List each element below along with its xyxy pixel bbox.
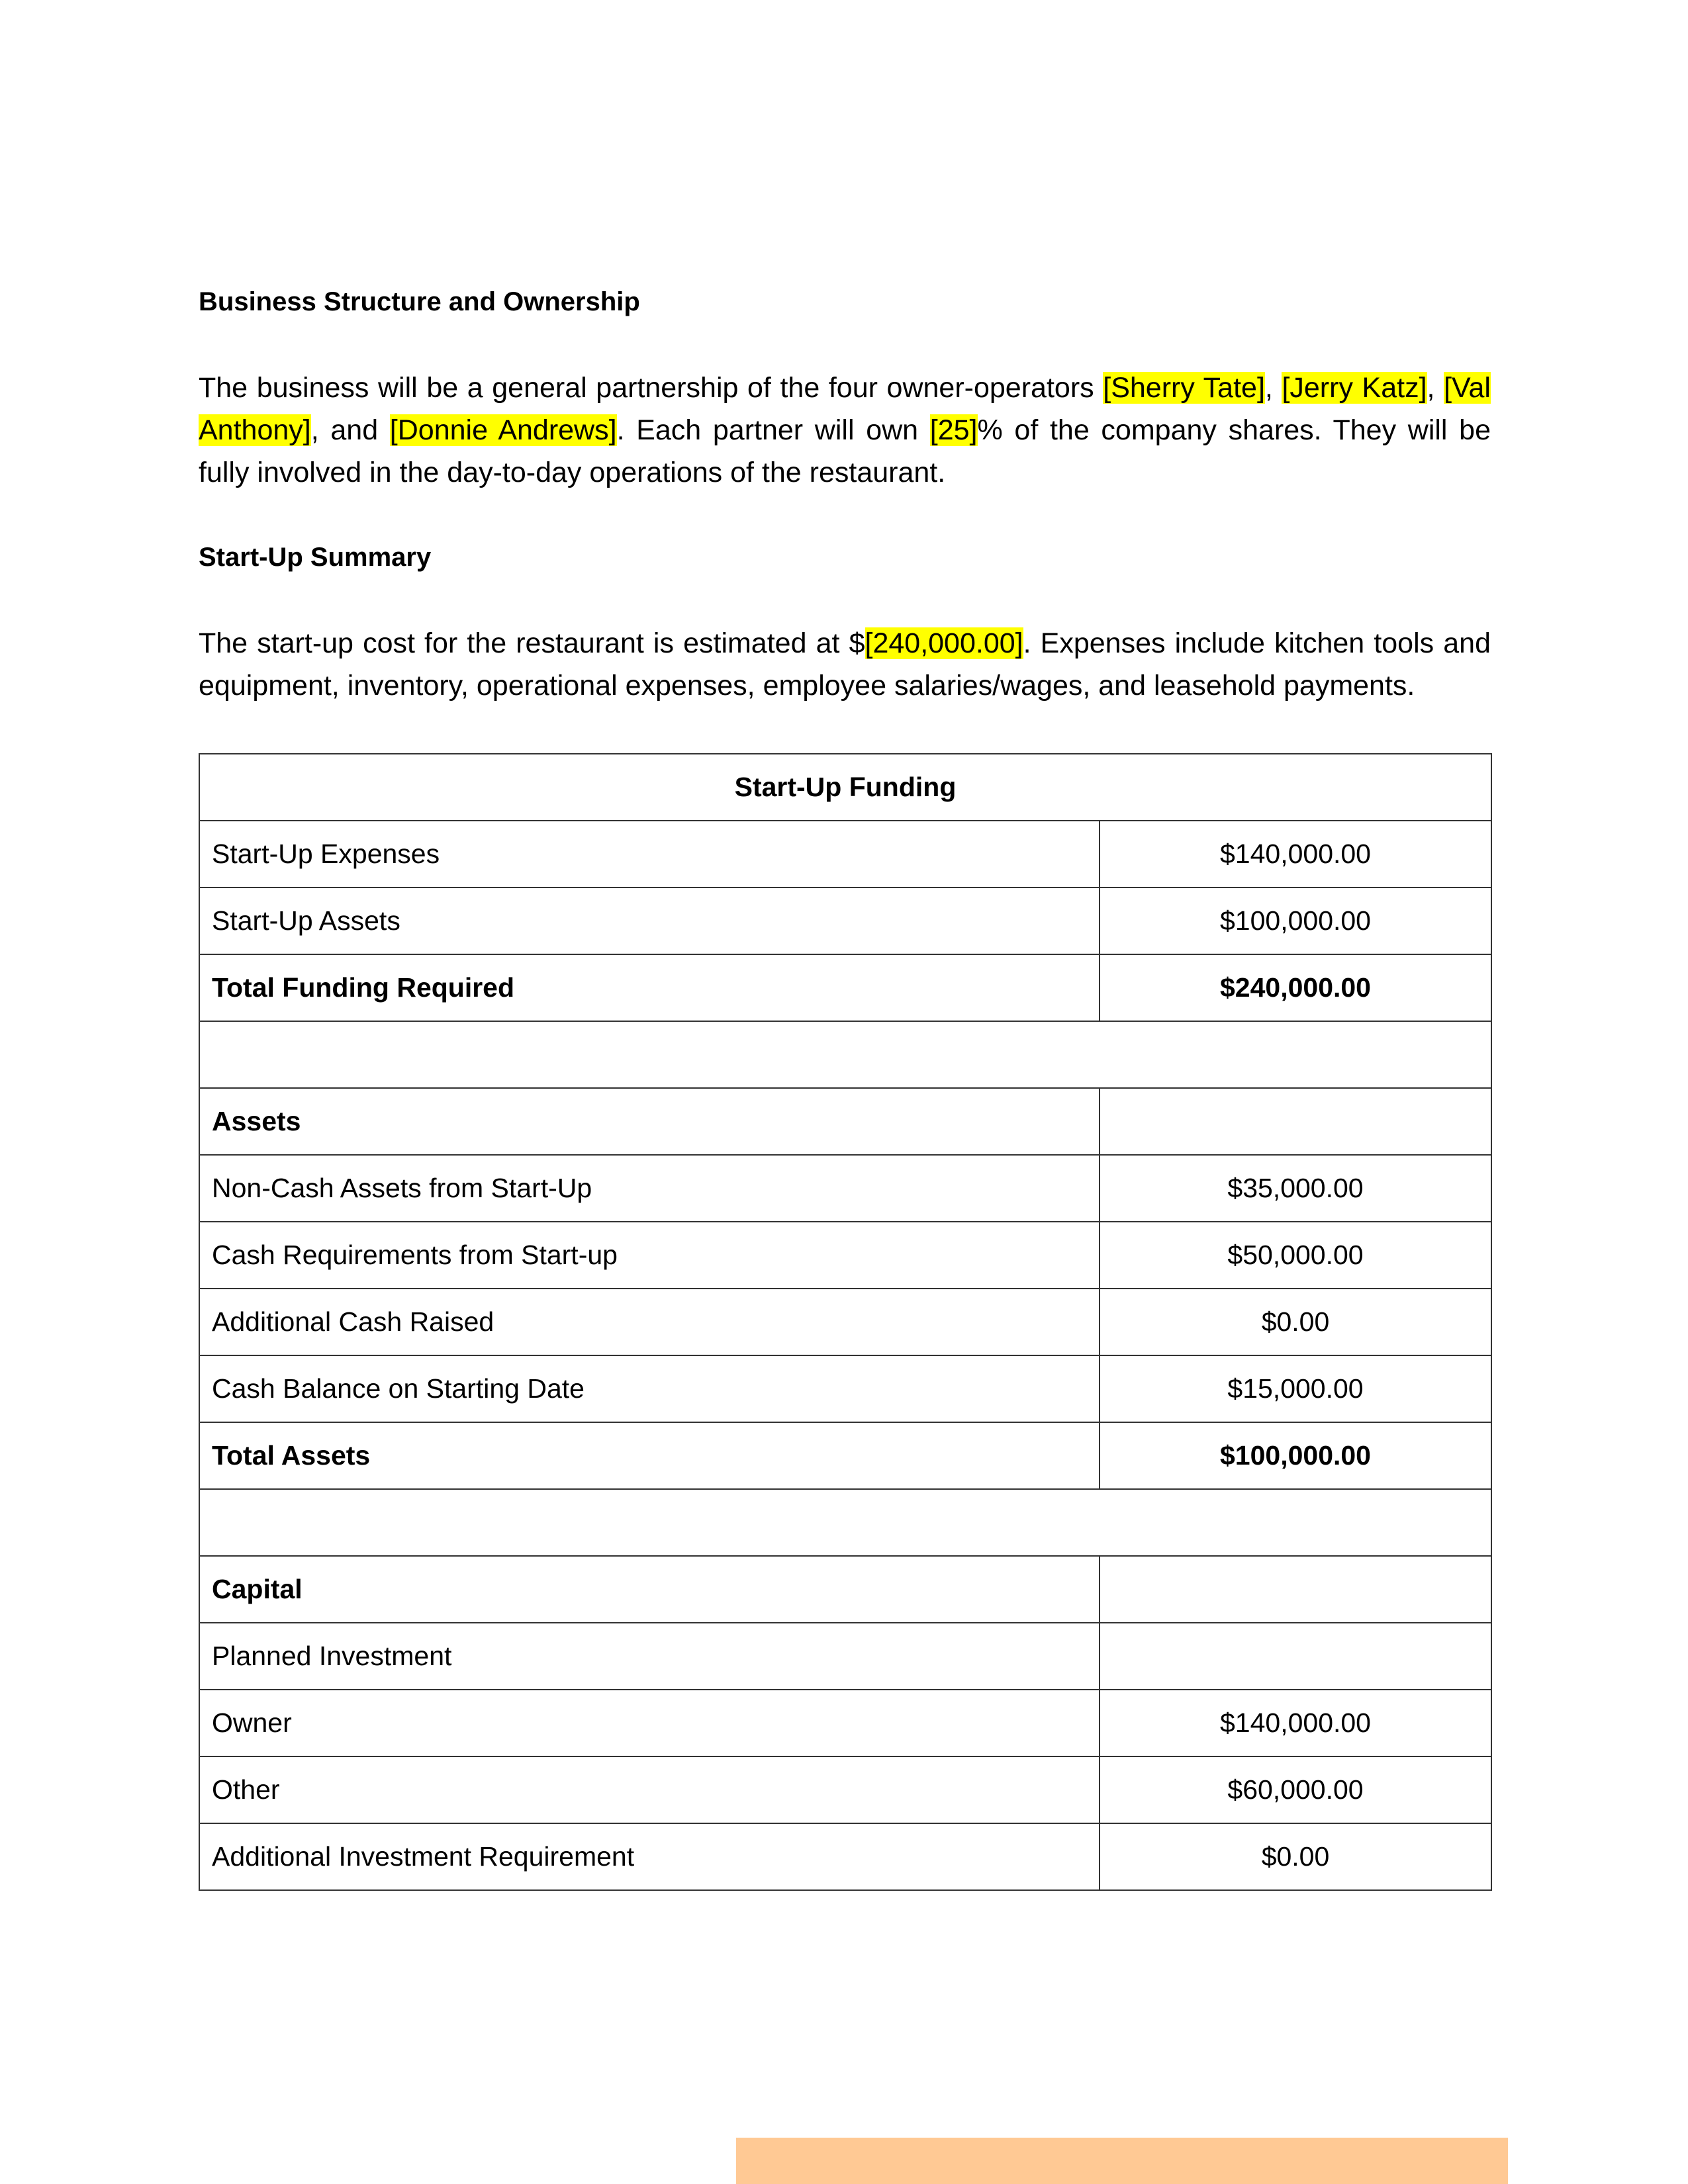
table-row — [199, 1222, 1491, 1289]
table-row — [199, 1823, 1491, 1890]
row-value: $0.00 — [1100, 1289, 1491, 1355]
row-label: Total Assets — [199, 1422, 1100, 1489]
row-value: $100,000.00 — [1100, 1422, 1491, 1489]
row-value: $50,000.00 — [1100, 1222, 1491, 1289]
partner-name-highlight: [Donnie Andrews] — [389, 414, 617, 446]
separator-text: , — [1264, 372, 1282, 404]
table-title: Start-Up Funding — [199, 754, 1491, 821]
row-label: Non-Cash Assets from Start-Up — [199, 1155, 1100, 1222]
row-value: $15,000.00 — [1100, 1355, 1491, 1422]
empty-cell — [1100, 1556, 1491, 1623]
empty-cell — [1100, 1088, 1491, 1155]
spacer-row — [199, 1489, 1491, 1556]
startup-amount-highlight: [240,000.00] — [865, 627, 1023, 659]
total-funding-row — [199, 954, 1491, 1021]
row-value: $60,000.00 — [1100, 1756, 1491, 1823]
ownership-text: The business will be a general partnership of the four owner-operators — [199, 372, 1103, 404]
ownership-text: . Each partner will own — [616, 414, 930, 446]
row-label: Owner — [199, 1690, 1100, 1756]
table-row — [199, 1355, 1491, 1422]
startup-text: . Expenses include kitchen tools and equipment, inventory, operational expenses, employee salaries/wages, and leasehold payments. — [199, 627, 1491, 702]
separator-text: , and — [310, 414, 390, 446]
row-value: $240,000.00 — [1100, 954, 1491, 1021]
section-label: Capital — [199, 1556, 1100, 1623]
empty-cell — [199, 1489, 1491, 1556]
separator-text: , — [1427, 372, 1444, 404]
table-row — [199, 887, 1491, 954]
planned-investment-row — [199, 1623, 1491, 1690]
row-value: $35,000.00 — [1100, 1155, 1491, 1222]
table-row — [199, 821, 1491, 887]
startup-text: The start-up cost for the restaurant is estimated at $ — [199, 627, 865, 659]
startup-cost-paragraph — [199, 622, 1491, 707]
assets-header-row — [199, 1088, 1491, 1155]
empty-cell — [1100, 1623, 1491, 1690]
ownership-paragraph — [199, 367, 1491, 494]
row-value: $100,000.00 — [1100, 887, 1491, 954]
partner-name-highlight: [Sherry Tate] — [1103, 372, 1265, 404]
row-label: Total Funding Required — [199, 954, 1100, 1021]
row-label: Start-Up Assets — [199, 887, 1100, 954]
total-assets-row — [199, 1422, 1491, 1489]
row-label: Start-Up Expenses — [199, 821, 1100, 887]
startup-funding-table — [199, 753, 1492, 1891]
row-label: Additional Investment Requirement — [199, 1823, 1100, 1890]
row-value: $140,000.00 — [1100, 1690, 1491, 1756]
table-title-row — [199, 754, 1491, 821]
row-label: Additional Cash Raised — [199, 1289, 1100, 1355]
table-row — [199, 1155, 1491, 1222]
row-label: Cash Requirements from Start-up — [199, 1222, 1100, 1289]
capital-header-row — [199, 1556, 1491, 1623]
table-row — [199, 1289, 1491, 1355]
row-label: Other — [199, 1756, 1100, 1823]
spacer-row — [199, 1021, 1491, 1088]
section-heading-business-structure: Business Structure and Ownership — [199, 287, 640, 316]
row-value: $0.00 — [1100, 1823, 1491, 1890]
table-row — [199, 1756, 1491, 1823]
section-heading-startup-summary: Start-Up Summary — [199, 543, 432, 572]
partner-name-highlight: [Val Anthony] — [199, 372, 1491, 446]
empty-cell — [199, 1021, 1491, 1088]
row-value: $140,000.00 — [1100, 821, 1491, 887]
row-label: Planned Investment — [199, 1623, 1100, 1690]
section-label: Assets — [199, 1088, 1100, 1155]
table-row — [199, 1690, 1491, 1756]
partner-name-highlight: [Jerry Katz] — [1282, 372, 1427, 404]
footer-accent-bar — [736, 2138, 1508, 2184]
share-percent-highlight: [25] — [929, 414, 978, 446]
ownership-text: % of the company shares. They will be fully involved in the day-to-day operations of the restaurant. — [199, 414, 1491, 488]
row-label: Cash Balance on Starting Date — [199, 1355, 1100, 1422]
